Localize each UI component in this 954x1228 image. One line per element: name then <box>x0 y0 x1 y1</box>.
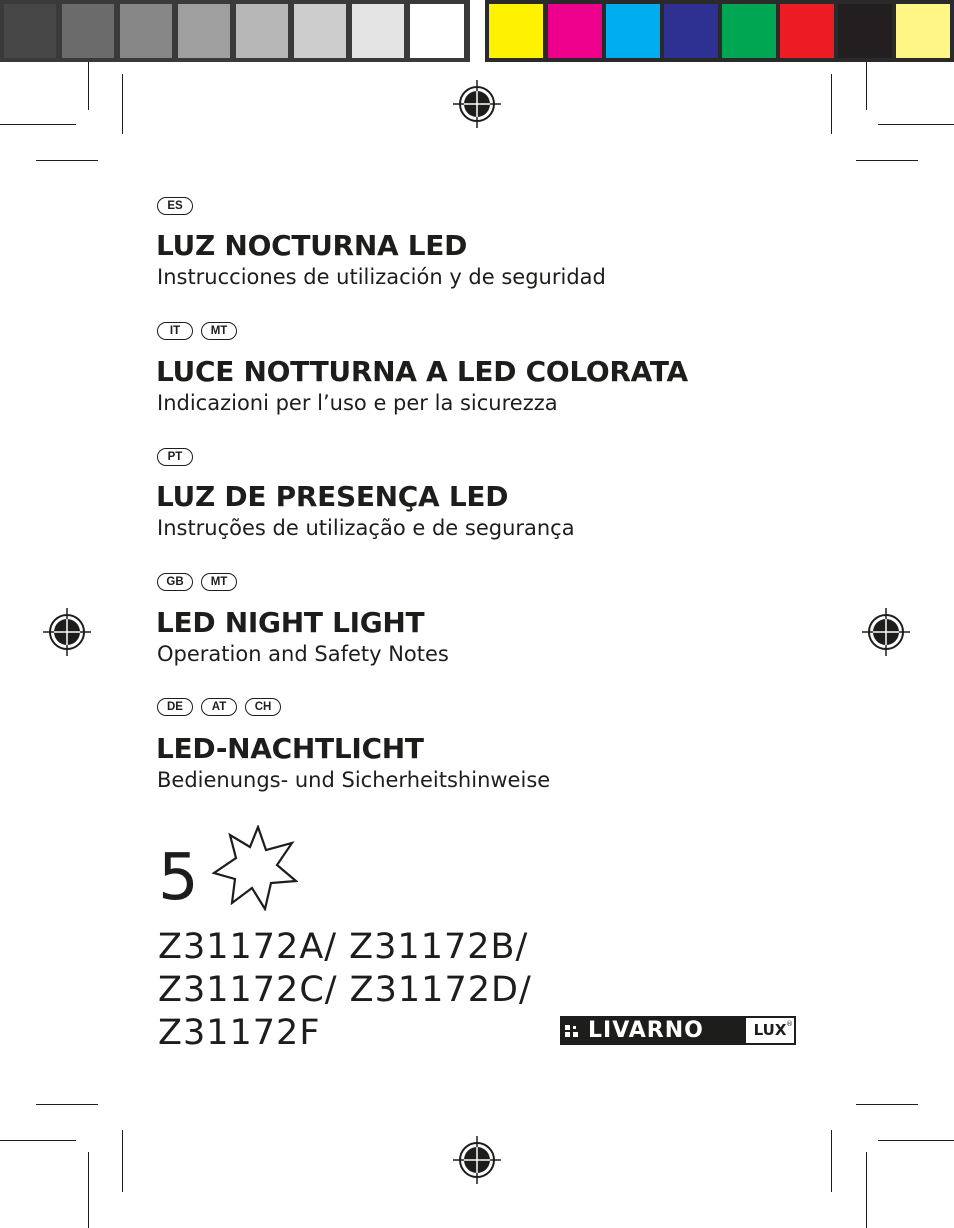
gray-swatch-1 <box>4 4 56 58</box>
crop-mark <box>36 1104 98 1105</box>
product-count: 5 <box>158 841 199 915</box>
registration-mark-icon <box>43 608 91 656</box>
section-subtitle-it: Indicazioni per l’uso e per la sicurezza <box>157 391 558 415</box>
language-badges-gb <box>157 573 237 593</box>
brand-suffix <box>746 1018 794 1043</box>
color-swatch-green <box>722 4 776 58</box>
gray-swatch-3 <box>120 4 172 58</box>
crop-mark <box>856 160 918 161</box>
section-title-gb: LED NIGHT LIGHT <box>156 606 425 639</box>
crop-mark <box>831 74 832 134</box>
language-badge: MT <box>201 573 237 591</box>
language-badge: ES <box>157 197 193 215</box>
language-badge: IT <box>157 322 193 340</box>
language-badge: CH <box>245 698 281 716</box>
crop-mark <box>831 1130 832 1192</box>
language-badges-de <box>157 698 281 718</box>
crop-mark <box>36 160 98 161</box>
language-badges-es <box>157 197 193 217</box>
color-swatch-red <box>780 4 834 58</box>
registration-mark-icon <box>453 1136 501 1184</box>
gray-swatch-8 <box>410 4 464 58</box>
gray-swatch-4 <box>178 4 230 58</box>
crop-mark <box>878 1140 954 1141</box>
livarno-lux-logo <box>560 1016 796 1045</box>
crop-mark <box>866 1152 867 1228</box>
language-badge: AT <box>201 698 237 716</box>
crop-mark <box>878 124 954 125</box>
language-badges-it <box>157 322 237 342</box>
language-badge: PT <box>157 448 193 466</box>
color-swatch-magenta <box>548 4 602 58</box>
crop-mark <box>856 1104 918 1105</box>
language-badge: MT <box>201 322 237 340</box>
gray-swatch-7 <box>352 4 404 58</box>
brand-name: LIVARNO <box>588 1018 704 1043</box>
grayscale-color-bar <box>0 0 470 62</box>
registration-mark-icon <box>453 80 501 128</box>
crop-mark <box>866 62 867 110</box>
registration-mark-icon <box>862 608 910 656</box>
language-badge: GB <box>157 573 193 591</box>
crop-mark <box>122 74 123 134</box>
star-icon <box>212 825 298 911</box>
color-swatch-yellow <box>489 4 543 58</box>
section-title-de: LED-NACHTLICHT <box>156 732 424 765</box>
model-line: Z31172F <box>158 1013 321 1053</box>
brand-mark-icon <box>560 1016 584 1045</box>
model-numbers <box>158 926 532 1055</box>
color-swatch-light-yellow <box>896 4 950 58</box>
gray-swatch-5 <box>236 4 288 58</box>
section-subtitle-pt: Instruções de utilização e de segurança <box>157 516 575 540</box>
language-badges-pt <box>157 448 193 468</box>
section-subtitle-de: Bedienungs- und Sicherheitshinweise <box>157 768 551 792</box>
section-subtitle-es: Instrucciones de utilización y de seguridad <box>157 265 606 289</box>
gray-swatch-6 <box>294 4 346 58</box>
crop-mark <box>0 124 76 125</box>
language-badge: DE <box>157 698 193 716</box>
model-line: Z31172C/ Z31172D/ <box>158 970 532 1010</box>
crop-mark <box>88 1152 89 1228</box>
gray-swatch-2 <box>62 4 114 58</box>
color-swatch-black <box>838 4 892 58</box>
crop-mark <box>88 62 89 110</box>
section-title-it: LUCE NOTTURNA A LED COLORATA <box>156 355 688 388</box>
model-line: Z31172A/ Z31172B/ <box>158 927 529 967</box>
section-title-es: LUZ NOCTURNA LED <box>156 229 468 262</box>
process-color-bar <box>485 0 954 62</box>
crop-mark <box>0 1140 76 1141</box>
registered-mark: ® <box>786 1020 793 1028</box>
section-title-pt: LUZ DE PRESENÇA LED <box>156 480 509 513</box>
color-swatch-blue <box>664 4 718 58</box>
crop-mark <box>122 1130 123 1192</box>
brand-suffix-text: LUX <box>753 1021 787 1039</box>
section-subtitle-gb: Operation and Safety Notes <box>157 642 449 666</box>
color-swatch-cyan <box>606 4 660 58</box>
